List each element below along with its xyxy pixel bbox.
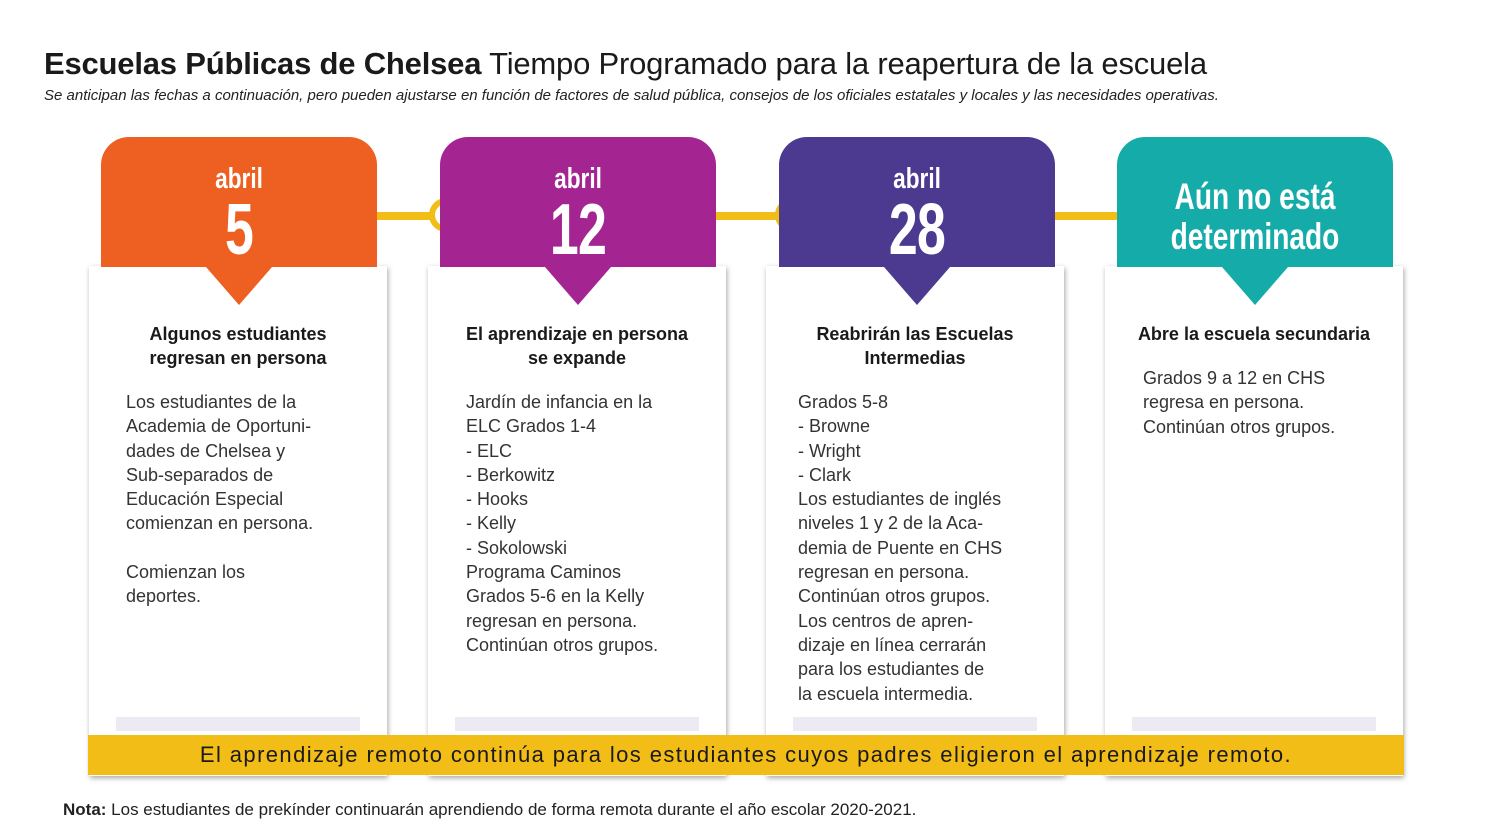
phase-2-body: Jardín de infancia en la ELC Grados 1-4 - ELC - Berkowitz - Hooks - Kelly - Sokolowski Programa Caminos Grados 5-6 en la Kelly regresan en persona. Continúan otros grupos. [466, 392, 659, 655]
footnote [63, 800, 916, 820]
page-subtitle: Se anticipan las fechas a continuación, pero pueden ajustarse en función de factores de salud pública, consejos de los oficiales estatales y locales y las necesidades operativas. [44, 87, 1219, 104]
phase-4-footer [1132, 717, 1376, 731]
phase-4-tbd-line2: determinado [1170, 216, 1340, 257]
page-title [44, 46, 1207, 82]
phase-4-tbd [1127, 177, 1382, 257]
phase-1-date-tab [101, 137, 377, 270]
phase-2-footer [455, 717, 699, 731]
phase-1-title: Algunos estudiantes regresan en persona [149, 324, 327, 368]
phase-4-pointer [1222, 267, 1288, 305]
phase-4-tbd-line1: Aún no está [1174, 176, 1336, 217]
phase-2-title: El aprendizaje en persona se expande [465, 324, 689, 368]
phase-2-day: 12 [549, 190, 607, 270]
page-title-rest: Tiempo Programado para la reapertura de la escuela [489, 46, 1207, 81]
footnote-text: Los estudiantes de prekínder continuarán aprendiendo de forma remota durante el año escolar 2020-2021. [106, 800, 917, 819]
phase-card-4 [1105, 266, 1403, 776]
phase-4-title: Abre la escuela secundaria [1137, 324, 1371, 344]
phase-3-date-tab [779, 137, 1055, 270]
phase-4-date-tab [1117, 137, 1393, 267]
phase-2-pointer [545, 267, 611, 305]
phase-3-month: abril [893, 163, 941, 195]
phase-2-date-tab [440, 137, 716, 270]
phase-3-title: Reabrirán las Escuelas Intermedias [816, 324, 1014, 368]
phase-3-pointer [884, 267, 950, 305]
phase-3-body: Grados 5-8 - Browne - Wright - Clark Los estudiantes de inglés niveles 1 y 2 de la Aca- demia de Puente en CHS regresan en persona. Continúan otros grupos. Los centros de apren- dizaje en línea cerrarán para los estudiantes de la escuela intermedia. [798, 392, 1003, 704]
phase-2-month: abril [554, 163, 602, 195]
phase-4-body: Grados 9 a 12 en CHS regresa en persona. Continúan otros grupos. [1143, 368, 1336, 437]
phase-card-2 [428, 266, 726, 776]
page-title-bold: Escuelas Públicas de Chelsea [44, 46, 482, 81]
footnote-label: Nota: [63, 800, 107, 819]
remote-learning-banner: El aprendizaje remoto continúa para los estudiantes cuyos padres eligieron el aprendizaje remoto. [88, 735, 1404, 775]
phase-card-3 [766, 266, 1064, 776]
phase-3-day: 28 [888, 190, 946, 270]
phase-1-body: Los estudiantes de la Academia de Oportuni- dades de Chelsea y Sub-separados de Educación Especial comienzan en persona. Comienzan los deportes. [126, 392, 314, 607]
phase-1-footer [116, 717, 360, 731]
phase-1-pointer [206, 267, 272, 305]
phase-3-footer [793, 717, 1037, 731]
phase-1-month: abril [215, 163, 263, 195]
phase-card-1 [89, 266, 387, 776]
phase-1-day: 5 [224, 190, 254, 270]
